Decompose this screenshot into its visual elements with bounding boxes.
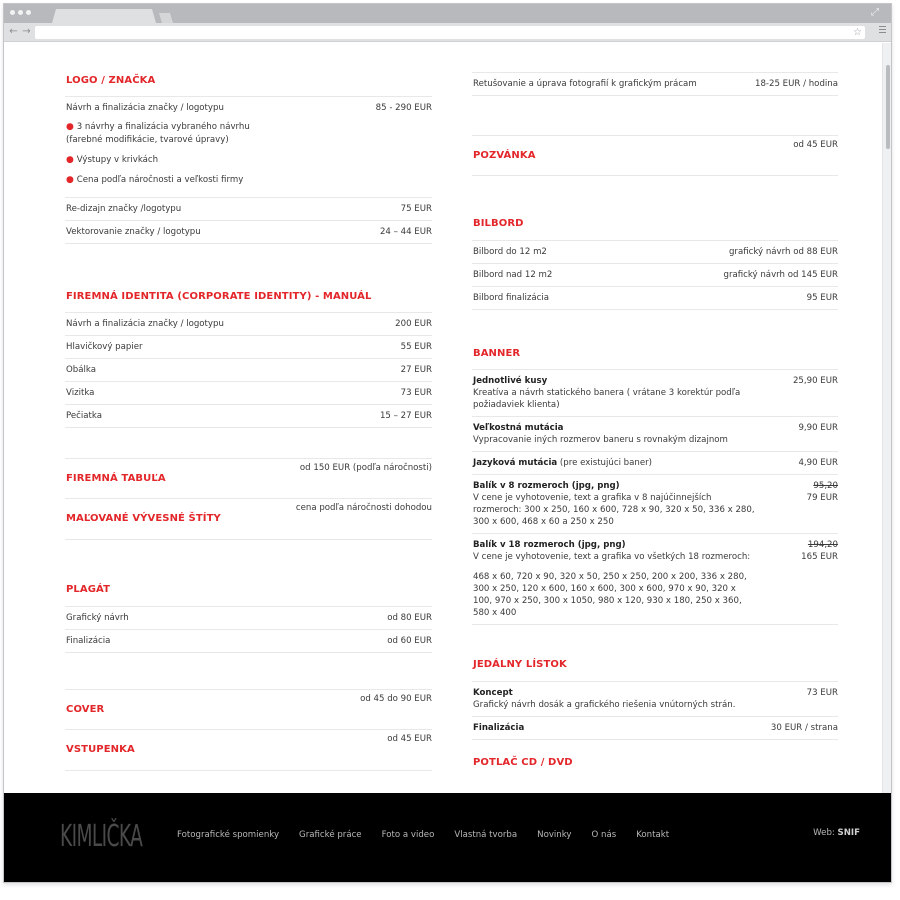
- section-title-banner: BANNER: [473, 348, 521, 359]
- price-row: Bilbord finalizácia 95 EUR: [472, 286, 838, 310]
- menu-item: Koncept Grafický návrh dosák a grafického riešenia vnútorných strán. 73 EUR: [472, 681, 838, 716]
- service-tabula: FIREMNÁ TABUĽA od 150 EUR (podľa náročnosti): [65, 458, 432, 499]
- bullet-dot-icon: ●: [66, 175, 77, 185]
- section-title-logo: LOGO / ZNAČKA: [66, 75, 156, 86]
- footer-link-graficke-prace[interactable]: Grafické práce: [299, 830, 362, 840]
- address-bar[interactable]: [35, 26, 865, 39]
- hamburger-menu-icon[interactable]: [879, 26, 886, 33]
- banner-item: Balík v 8 rozmeroch (jpg, png) V cene je vyhotovenie, text a grafika v 8 najúčinnejších rozmeroch: 300 x 250, 160 x 600, 728 x 90, 320 x 50, 336 x 280, 300 x 600, 468 x 60 a 250 x 250 95,20 79 EUR: [472, 474, 838, 533]
- banner-item: Jednotlivé kusy Kreatíva a návrh statického banera ( vrátane 3 korektúr podľa požiadaviek klienta) 25,90 EUR: [472, 369, 838, 416]
- price-row: Vizitka 73 EUR: [65, 381, 432, 404]
- old-price: 194,20: [807, 540, 838, 550]
- site-logo[interactable]: KIMLIČKA: [60, 819, 143, 854]
- minimize-dot-icon[interactable]: [18, 10, 23, 15]
- section-title-identity: FIREMNÁ IDENTITA (CORPORATE IDENTITY) - MANUÁL: [66, 291, 372, 302]
- banner-item: Jazyková mutácia (pre existujúci baner) 4,90 EUR: [472, 451, 838, 474]
- service-vstupenka: VSTUPENKA od 45 EUR: [65, 730, 432, 771]
- price-row: Obálka 27 EUR: [65, 358, 432, 381]
- credit-link[interactable]: SNIF: [837, 828, 860, 838]
- browser-window: [3, 3, 892, 883]
- footer-link-foto-a-video[interactable]: Foto a video: [381, 830, 435, 840]
- forward-arrow-icon[interactable]: →: [22, 26, 31, 37]
- price-row: Bilbord do 12 m2 grafický návrh od 88 EUR: [472, 240, 838, 263]
- section-title-bilbord: BILBORD: [473, 218, 524, 229]
- site-footer: [4, 793, 892, 883]
- service-cover: COVER od 45 do 90 EUR: [65, 689, 432, 730]
- price-row: Bilbord nad 12 m2 grafický návrh od 145 EUR: [472, 263, 838, 286]
- price-row: Návrh a finalizácia značky / logotypu 85 - 290 EUR: [65, 96, 432, 119]
- service-pozvanka: POZVÁNKA od 45 EUR: [472, 135, 838, 176]
- footer-link-novinky[interactable]: Novinky: [537, 830, 572, 840]
- price-row: Grafický návrh od 80 EUR: [65, 606, 432, 629]
- close-dot-icon[interactable]: [10, 10, 15, 15]
- section-title-plagat: PLAGÁT: [66, 584, 111, 595]
- price-row: Finalizácia od 60 EUR: [65, 629, 432, 653]
- price-row: Pečiatka 15 – 27 EUR: [65, 404, 432, 428]
- bullet-dot-icon: ●: [66, 155, 77, 165]
- footer-link-kontakt[interactable]: Kontakt: [636, 830, 670, 840]
- footer-link-fotograficke-spomienky[interactable]: Fotografické spomienky: [177, 830, 280, 840]
- bullet-dot-icon: ●: [66, 122, 77, 132]
- footer-link-vlastna-tvorba[interactable]: Vlastná tvorba: [454, 830, 518, 840]
- menu-item: Finalizácia 30 EUR / strana: [472, 716, 838, 740]
- section-title-listok: JEDÁLNY LÍSTOK: [473, 659, 567, 670]
- banner-item: Balík v 18 rozmeroch (jpg, png) V cene je vyhotovenie, text a grafika vo všetkých 18 rozmeroch: 468 x 60, 720 x 90, 320 x 50, 250 x 250, 200 x 200, 336 x 280, 300 x 250, 120 x 600, 160 x 600, 300 x 600, 970 x 90, 320 x 100, 970 x 250, 300 x 1050, 980 x 120, 930 x 180, 250 x 360, 580 x 400 194,20 165 EUR: [472, 533, 838, 625]
- service-stity: MAĽOVANÉ VÝVESNÉ ŠTÍTY cena podľa náročnosti dohodou: [65, 499, 432, 540]
- new-tab-button[interactable]: [159, 13, 173, 23]
- price-row: Vektorovanie značky / logotypu 24 – 44 EUR: [65, 220, 432, 244]
- browser-tab-active[interactable]: [52, 9, 156, 23]
- banner-item: Veľkostná mutácia Vypracovanie iných rozmerov baneru s rovnakým dizajnom 9,90 EUR: [472, 416, 838, 451]
- browser-titlebar: [4, 4, 891, 23]
- window-controls: [10, 10, 31, 15]
- browser-toolbar: [4, 23, 891, 42]
- price-row: Re-dizajn značky /logotypu 75 EUR: [65, 197, 432, 220]
- back-arrow-icon[interactable]: ←: [9, 26, 18, 37]
- vertical-scrollbar[interactable]: [882, 43, 892, 793]
- fullscreen-icon[interactable]: ⤢: [871, 7, 879, 18]
- section-title-potlac: POTLAČ CD / DVD: [473, 757, 573, 768]
- bookmark-star-icon[interactable]: ☆: [853, 27, 862, 38]
- footer-link-o-nas[interactable]: O nás: [591, 830, 617, 840]
- scrollbar-thumb[interactable]: [886, 65, 890, 149]
- footer-nav: [177, 830, 689, 840]
- old-price: 95,20: [813, 481, 838, 491]
- page-viewport: [4, 43, 882, 793]
- web-credit: Web: SNIF: [813, 828, 860, 838]
- maximize-dot-icon[interactable]: [26, 10, 31, 15]
- price-row: Hlavičkový papier 55 EUR: [65, 335, 432, 358]
- price-row: Retušovanie a úprava fotografií k grafickým prácam 18-25 EUR / hodina: [472, 72, 838, 96]
- feature-bullets: ● 3 návrhy a finalizácia vybraného návrhu (farebné modifikácie, tvarové úpravy) ● Výstupy v krivkách ● Cena podľa náročnosti a veľkosti firmy: [66, 122, 250, 185]
- price-row: Návrh a finalizácia značky / logotypu 200 EUR: [65, 312, 432, 335]
